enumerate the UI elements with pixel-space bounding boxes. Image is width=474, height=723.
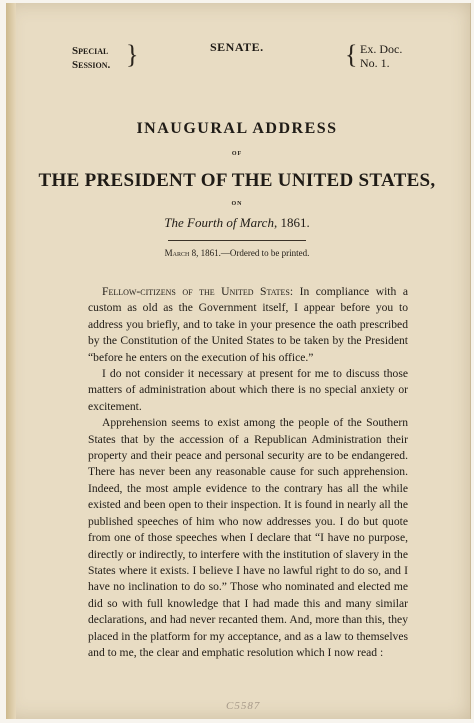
paragraph-2: I do not consider it necessary at present for me to discuss those matters of administration about which there is no special anxiety or excitement. — [88, 367, 408, 413]
address-body — [88, 284, 408, 661]
document-number — [360, 42, 402, 70]
chamber-label: SENATE. — [210, 40, 264, 54]
session-label — [72, 44, 110, 72]
ordered-date: March 8, 1861 — [164, 248, 219, 258]
title-of: OF — [231, 151, 243, 157]
salutation: Fellow-citizens of the United States — [102, 285, 290, 298]
title-line-2: THE PRESIDENT OF THE UNITED STATES, — [38, 170, 436, 191]
doc-line-1: Ex. Doc. — [360, 42, 403, 56]
paragraph-1-text: : In compliance with a custom as old as the Government itself, I appear before you to address you briefly, and to take in your presence the oath prescribed by the Constitution of the United States to be taken by the President “before he enters on the execution of his office.” — [88, 285, 408, 364]
pencil-annotation: C5587 — [226, 700, 261, 712]
divider-rule — [168, 240, 306, 241]
title-on: ON — [231, 201, 243, 207]
ordered-line — [20, 248, 454, 258]
paragraph-3: Apprehension seems to exist among the people of the Southern States that by the accession of a Republican Administration their property and their peace and personal security are to be endangered. There has never been any reasonable cause for such apprehension. Indeed, the most ample evidence to the contrary has all the while existed and been open to their inspection. It is found in nearly all the published speeches of him who now addresses you. I do but quote from one of those speeches when I declare that “I have no purpose, directly or indirectly, to interfere with the institution of slavery in the States where it exists. I believe I have no lawful right to do so, and I have no inclination to do so.” Those who nominated and elected me did so with full knowledge that I had made this and many similar declarations, and had never recanted them. And, more than this, they placed in the platform for my acceptance, and as a law to themselves and to me, the clear and emphatic resolution which I now read : — [88, 416, 408, 659]
binding-edge — [6, 3, 16, 719]
left-brace: } — [126, 40, 139, 69]
document-header — [62, 40, 422, 74]
date-prefix: The Fourth of March — [164, 215, 274, 230]
right-brace: { — [345, 40, 358, 69]
title-date — [20, 215, 454, 231]
ordered-text: .—Ordered to be printed. — [218, 248, 310, 258]
date-year: , 1861. — [273, 215, 310, 230]
title-line-1: INAUGURAL ADDRESS — [136, 120, 338, 137]
paragraph-1 — [88, 284, 408, 366]
doc-line-2: No. 1. — [360, 56, 390, 70]
session-line-2: Session. — [72, 59, 111, 71]
session-line-1: Special — [72, 45, 109, 57]
